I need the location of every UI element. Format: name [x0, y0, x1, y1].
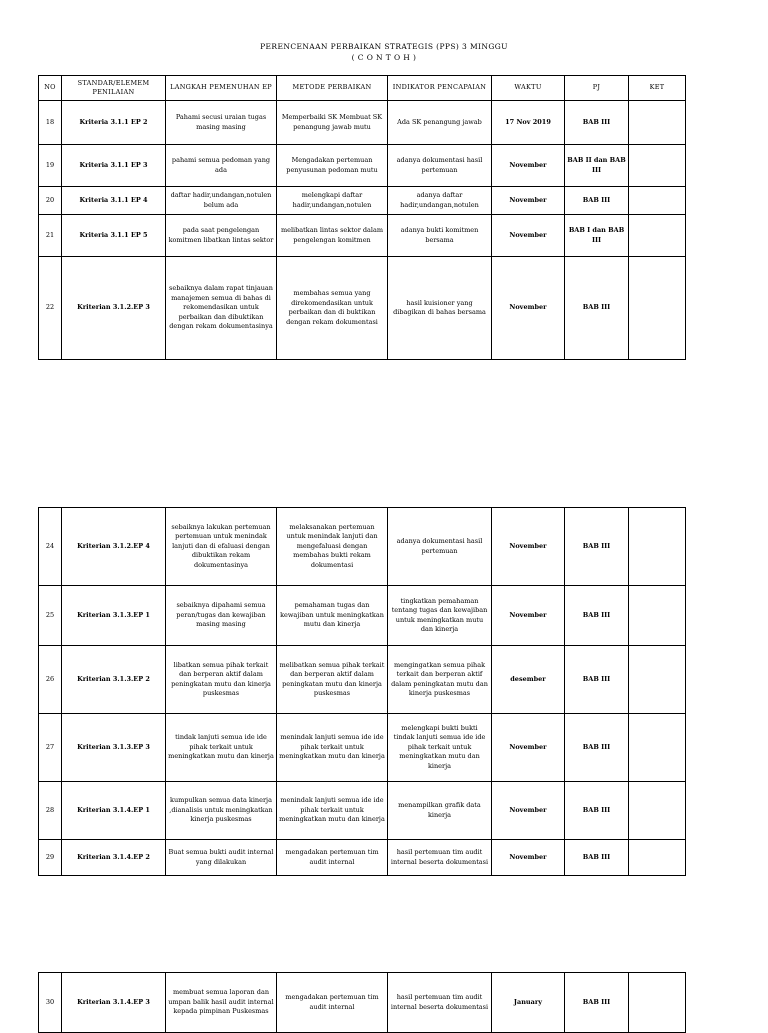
row-standar: Kriterian 3.1.4.EP 1: [62, 782, 166, 840]
row-metode: membahas semua yang direkomendasikan untuk perbaikan dan di buktikan dengan rekam dokumentasi: [277, 257, 388, 360]
column-header: METODE PERBAIKAN: [277, 76, 388, 101]
row-standar: Kriteria 3.1.1 EP 4: [62, 187, 166, 215]
row-no: 21: [39, 215, 62, 257]
row-pj: BAB III: [565, 586, 629, 646]
row-langkah: sebaiknya lakukan pertemuan pertemuan untuk menindak lanjuti dan di efaluasi dengan dibuktikan rekam dokumentasinya: [166, 508, 277, 586]
row-ket: [629, 215, 686, 257]
row-langkah: membuat semua laporan dan umpan balik hasil audit internal kepada pimpinan Puskesmas: [166, 973, 277, 1033]
row-ket: [629, 508, 686, 586]
table-row: [39, 257, 686, 360]
row-pj: BAB III: [565, 646, 629, 714]
row-langkah: sebaiknya dalam rapat tinjauan manajemen semua di bahas di rekomendasikan untuk perbaikan dan dibuktikan dengan rekam dokumentasinya: [166, 257, 277, 360]
row-metode: menindak lanjuti semua ide ide pihak terkait untuk meningkatkan mutu dan kinerja: [277, 782, 388, 840]
row-waktu: November: [492, 782, 565, 840]
column-header: LANGKAH PEMENUHAN EP: [166, 76, 277, 101]
row-langkah: pahami semua pedoman yang ada: [166, 145, 277, 187]
row-no: 18: [39, 101, 62, 145]
row-indikator: hasil pertemuan tim audit internal beserta dokumentasi: [388, 840, 492, 876]
row-standar: Kriterian 3.1.3.EP 2: [62, 646, 166, 714]
row-waktu: January: [492, 973, 565, 1033]
row-ket: [629, 257, 686, 360]
row-pj: BAB III: [565, 973, 629, 1033]
row-indikator: adanya dokumentasi hasil pertemuan: [388, 508, 492, 586]
row-langkah: Pahami secusi uraian tugas masing masing: [166, 101, 277, 145]
row-metode: menindak lanjuti semua ide ide pihak terkait untuk meningkatkan mutu dan kinerja: [277, 714, 388, 782]
column-header: PJ: [565, 76, 629, 101]
row-langkah: pada saat pengelengan komitmen libatkan lintas sektor: [166, 215, 277, 257]
table-row: [39, 586, 686, 646]
row-ket: [629, 187, 686, 215]
row-indikator: menampilkan grafik data kinerja: [388, 782, 492, 840]
row-metode: melaksanakan pertemuan untuk menindak lanjuti dan mengefaluasi dengan membahas bukti rekam dokumentasi: [277, 508, 388, 586]
row-langkah: kumpulkan semua data kinerja ,dianalisis untuk meningkatkan kinerja puskesmas: [166, 782, 277, 840]
row-standar: Kriterian 3.1.4.EP 2: [62, 840, 166, 876]
row-metode: mengadakan pertemuan tim audit internal: [277, 840, 388, 876]
row-langkah: sebaiknya dipahami semua peran/tugas dan kewajiban masing masing: [166, 586, 277, 646]
row-standar: Kriteria 3.1.1 EP 2: [62, 101, 166, 145]
table-row: [39, 782, 686, 840]
row-metode: mengadakan pertemuan tim audit internal: [277, 973, 388, 1033]
row-no: 30: [39, 973, 62, 1033]
row-langkah: daftar hadir,undangan,notulen belum ada: [166, 187, 277, 215]
row-waktu: November: [492, 508, 565, 586]
table-header-row: [39, 76, 686, 101]
pps-table-2: [38, 507, 686, 876]
row-standar: Kriterian 3.1.2.EP 4: [62, 508, 166, 586]
pps-table-1: [38, 75, 686, 360]
row-ket: [629, 840, 686, 876]
row-waktu: November: [492, 215, 565, 257]
table-row: [39, 646, 686, 714]
table-row: [39, 145, 686, 187]
row-pj: BAB III: [565, 187, 629, 215]
row-standar: Kriterian 3.1.3.EP 1: [62, 586, 166, 646]
row-indikator: hasil kuisioner yang dibagikan di bahas bersama: [388, 257, 492, 360]
row-no: 24: [39, 508, 62, 586]
row-no: 29: [39, 840, 62, 876]
row-indikator: adanya bukti komitmen bersama: [388, 215, 492, 257]
row-pj: BAB III: [565, 257, 629, 360]
row-langkah: libatkan semua pihak terkait dan berperan aktif dalam peningkatan mutu dan kinerja puskesmas: [166, 646, 277, 714]
page-subtitle: ( C O N T O H ): [351, 53, 417, 62]
row-indikator: hasil pertemuan tim audit internal beserta dokumentasi: [388, 973, 492, 1033]
row-metode: pemahaman tugas dan kewajiban untuk meningkatkan mutu dan kinerja: [277, 586, 388, 646]
row-standar: Kriterian 3.1.3.EP 3: [62, 714, 166, 782]
row-standar: Kriteria 3.1.1 EP 5: [62, 215, 166, 257]
column-header: NO: [39, 76, 62, 101]
table-row: [39, 508, 686, 586]
row-indikator: melengkapi bukti bukti tindak lanjuti semua ide ide pihak terkait untuk meningkatkan mutu dan kinerja: [388, 714, 492, 782]
row-pj: BAB III: [565, 840, 629, 876]
column-header: WAKTU: [492, 76, 565, 101]
row-no: 27: [39, 714, 62, 782]
row-metode: melibatkan lintas sektor dalam pengelengan komitmen: [277, 215, 388, 257]
row-metode: Memperbaiki SK Membuat SK penangung jawab mutu: [277, 101, 388, 145]
table-row: [39, 215, 686, 257]
row-no: 28: [39, 782, 62, 840]
row-waktu: November: [492, 145, 565, 187]
row-pj: BAB III: [565, 782, 629, 840]
column-header: KET: [629, 76, 686, 101]
row-ket: [629, 714, 686, 782]
row-ket: [629, 646, 686, 714]
row-pj: BAB III: [565, 508, 629, 586]
row-waktu: 17 Nov 2019: [492, 101, 565, 145]
row-pj: BAB III: [565, 101, 629, 145]
row-metode: melengkapi daftar hadir,undangan,notulen: [277, 187, 388, 215]
row-standar: Kriterian 3.1.4.EP 3: [62, 973, 166, 1033]
row-ket: [629, 101, 686, 145]
column-header: STANDAR/ELEMEM PENILAIAN: [62, 76, 166, 101]
row-standar: Kriterian 3.1.2.EP 3: [62, 257, 166, 360]
table-row: [39, 840, 686, 876]
row-waktu: desember: [492, 646, 565, 714]
row-pj: BAB III: [565, 714, 629, 782]
page-title: PERENCENAAN PERBAIKAN STRATEGIS (PPS) 3 MINGGU: [260, 42, 508, 51]
row-standar: Kriteria 3.1.1 EP 3: [62, 145, 166, 187]
row-waktu: November: [492, 586, 565, 646]
row-langkah: Buat semua bukti audit internal yang dilakukan: [166, 840, 277, 876]
row-no: 20: [39, 187, 62, 215]
table-row: [39, 187, 686, 215]
row-indikator: mengingatkan semua pihak terkait dan berperan aktif dalam peningkatan mutu dan kinerja puskesmas: [388, 646, 492, 714]
column-header: INDIKATOR PENCAPAIAN: [388, 76, 492, 101]
row-pj: BAB II dan BAB III: [565, 145, 629, 187]
row-ket: [629, 586, 686, 646]
row-ket: [629, 145, 686, 187]
row-no: 22: [39, 257, 62, 360]
table-row: [39, 101, 686, 145]
row-indikator: Ada SK penangung jawab: [388, 101, 492, 145]
row-pj: BAB I dan BAB III: [565, 215, 629, 257]
row-waktu: November: [492, 257, 565, 360]
row-indikator: adanya daftar hadir,undangan,notulen: [388, 187, 492, 215]
row-metode: melibatkan semua pihak terkait dan berperan aktif dalam peningkatan mutu dan kinerja puskesmas: [277, 646, 388, 714]
row-langkah: tindak lanjuti semua ide ide pihak terkait untuk meningkatkan mutu dan kinerja: [166, 714, 277, 782]
table-row: [39, 714, 686, 782]
row-no: 25: [39, 586, 62, 646]
row-no: 26: [39, 646, 62, 714]
row-indikator: tingkatkan pemahaman tentang tugas dan kewajiban untuk meningkatkan mutu dan kinerja: [388, 586, 492, 646]
row-metode: Mengadakan pertemuan penyusunan pedoman mutu: [277, 145, 388, 187]
row-waktu: November: [492, 840, 565, 876]
row-waktu: November: [492, 187, 565, 215]
row-ket: [629, 782, 686, 840]
row-no: 19: [39, 145, 62, 187]
row-indikator: adanya dokumentasi hasil pertemuan: [388, 145, 492, 187]
row-waktu: November: [492, 714, 565, 782]
